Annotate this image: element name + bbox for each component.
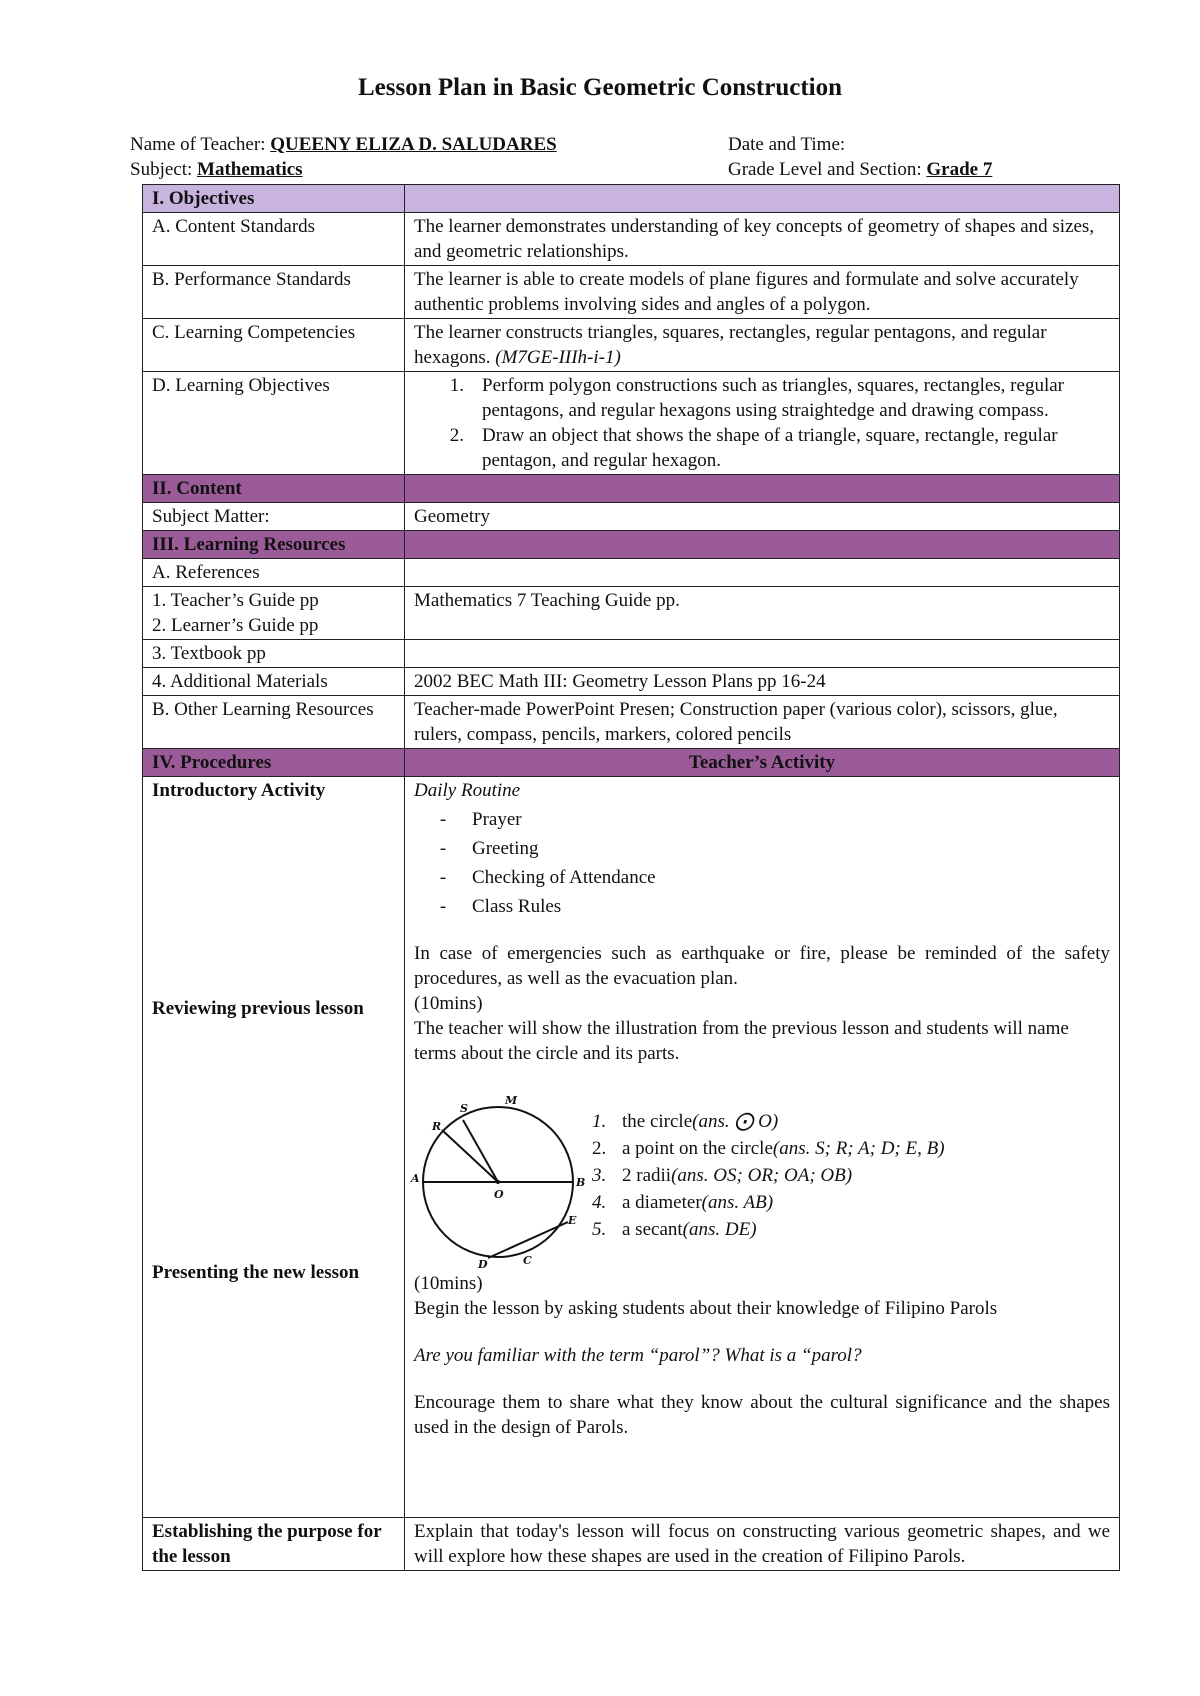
label-m: M — [505, 1094, 518, 1107]
teachers-guide-label: 1. Teacher’s Guide pp — [152, 590, 319, 611]
routine-item: Greeting — [472, 838, 539, 859]
bullet-dash: - — [439, 838, 447, 859]
teacher-name: QUEENY ELIZA D. SALUDARES — [270, 134, 557, 155]
label-e: E — [568, 1214, 577, 1227]
daily-routine-label: Daily Routine — [414, 780, 521, 801]
list-item-number: 2. — [449, 425, 464, 446]
grade-line — [728, 158, 992, 182]
radius-or — [442, 1130, 498, 1182]
content-heading-row — [143, 475, 1120, 503]
performance-standards-row — [143, 266, 1120, 319]
performance-standards-label: B. Performance Standards — [143, 266, 405, 319]
competencies-body: The learner constructs triangles, squares, rectangles, regular pentagons, and regular hexagons. — [414, 322, 1047, 368]
list-item-number: 1. — [592, 1111, 607, 1132]
textbook-row — [143, 640, 1120, 668]
activity-heading: Teacher’s Activity — [405, 749, 1120, 777]
question-text: the circle — [622, 1111, 693, 1132]
routine-list — [414, 807, 1110, 923]
answer-text: (ans. OS; OR; OA; OB) — [671, 1165, 853, 1186]
content-standards-row — [143, 213, 1120, 266]
routine-item: Checking of Attendance — [472, 867, 656, 888]
subject-label: Subject: — [130, 159, 198, 180]
present-encourage: Encourage them to share what they know about the cultural significance and the shapes used in the design of Parols. — [414, 1392, 1110, 1438]
purpose-label: Establishing the purpose for the lesson — [143, 1518, 405, 1571]
bullet-dash: - — [439, 896, 447, 917]
list-item-number: 4. — [592, 1192, 607, 1213]
bullet-dash: - — [439, 809, 447, 830]
content-heading: II. Content — [143, 475, 405, 503]
procedures-heading: IV. Procedures — [143, 749, 405, 777]
grade-label: Grade Level and Section: — [728, 159, 927, 180]
other-resources-label: B. Other Learning Resources — [143, 696, 405, 749]
present-question: Are you familiar with the term “parol”? What is a “parol? — [414, 1345, 862, 1366]
list-item — [592, 1135, 945, 1162]
review-time: (10mins) — [414, 993, 483, 1014]
list-item-number: 3. — [592, 1165, 607, 1186]
textbook-label: 3. Textbook pp — [143, 640, 405, 668]
additional-materials-label: 4. Additional Materials — [143, 668, 405, 696]
teacher-label: Name of Teacher: — [130, 134, 271, 155]
list-item — [414, 836, 1110, 865]
other-resources-value: Teacher-made PowerPoint Presen; Construction paper (various color), scissors, glue, rulers, compass, pencils, markers, colored pencils — [405, 696, 1120, 749]
radius-os — [463, 1120, 498, 1182]
list-item-number: 1. — [449, 375, 464, 396]
label-o: O — [494, 1188, 504, 1201]
resources-heading-row — [143, 531, 1120, 559]
references-label: A. References — [143, 559, 405, 587]
guides-value: Mathematics 7 Teaching Guide pp. — [405, 587, 1120, 640]
label-d: D — [478, 1258, 488, 1270]
list-item — [592, 1216, 945, 1243]
list-item — [414, 865, 1110, 894]
circle-questions-list — [592, 1108, 945, 1243]
subject-line — [130, 158, 303, 182]
subject-matter-row — [143, 503, 1120, 531]
emergency-note: In case of emergencies such as earthquake or fire, please be reminded of the safety procedures, as well as the evacuation plan. — [414, 943, 1110, 989]
list-item-number: 5. — [592, 1219, 607, 1240]
list-item — [414, 807, 1110, 836]
list-item-number: 2. — [592, 1138, 607, 1159]
center-point — [496, 1180, 500, 1184]
reviewing-label: Reviewing previous lesson — [152, 998, 364, 1019]
teacher-line — [130, 133, 557, 157]
list-item-text: Perform polygon constructions such as triangles, squares, rectangles, regular pentagons, and regular hexagons using straightedge and drawing compass. — [482, 375, 1064, 421]
question-text: a secant — [622, 1219, 683, 1240]
learning-objectives-row — [143, 372, 1120, 475]
procedures-heading-row — [143, 749, 1120, 777]
list-item — [592, 1189, 945, 1216]
presenting-label: Presenting the new lesson — [152, 1262, 360, 1283]
content-standards-label: A. Content Standards — [143, 213, 405, 266]
performance-standards-text: The learner is able to create models of plane figures and formulate and solve accurately authentic problems involving sides and angles of a polygon. — [405, 266, 1120, 319]
question-text: a diameter — [622, 1192, 702, 1213]
other-resources-row — [143, 696, 1120, 749]
routine-item: Prayer — [472, 809, 522, 830]
objectives-heading-row — [143, 185, 1120, 213]
question-text: a point on the circle — [622, 1138, 773, 1159]
list-item — [592, 1108, 945, 1135]
grade-value: Grade 7 — [926, 159, 993, 180]
answer-text: (ans. AB) — [701, 1192, 774, 1213]
answer-text: (ans. ⨀ O) — [692, 1111, 779, 1132]
routine-item: Class Rules — [472, 896, 562, 917]
resources-heading: III. Learning Resources — [143, 531, 405, 559]
list-item-text: Draw an object that shows the shape of a triangle, square, rectangle, regular pentagon, and regular hexagon. — [482, 425, 1058, 471]
subject-value: Mathematics — [197, 159, 303, 180]
subject-matter-label: Subject Matter: — [143, 503, 405, 531]
learning-objectives-list — [414, 373, 1110, 473]
list-item — [414, 373, 1110, 423]
present-time: (10mins) — [414, 1273, 483, 1294]
learning-objectives-label: D. Learning Objectives — [143, 372, 405, 475]
intro-activity-label: Introductory Activity — [152, 780, 326, 801]
review-text: The teacher will show the illustration from the previous lesson and students will name terms about the circle and its parts. — [414, 1018, 1069, 1064]
label-a: A — [411, 1172, 420, 1185]
label-c: C — [523, 1254, 532, 1267]
subject-matter-value: Geometry — [405, 503, 1120, 531]
lesson-plan-table — [142, 184, 1120, 1571]
label-s: S — [460, 1102, 468, 1115]
list-item — [414, 423, 1110, 473]
competencies-label: C. Learning Competencies — [143, 319, 405, 372]
date-label: Date and Time: — [728, 134, 846, 155]
purpose-text: Explain that today's lesson will focus on constructing various geometric shapes, and we will explore how these shapes are used in the creation of Filipino Parols. — [405, 1518, 1120, 1571]
list-item — [414, 894, 1110, 923]
competencies-text — [405, 319, 1120, 372]
secant-line — [488, 1222, 568, 1258]
present-text: Begin the lesson by asking students about their knowledge of Filipino Parols — [414, 1298, 998, 1319]
bullet-dash: - — [439, 867, 447, 888]
purpose-row — [143, 1518, 1120, 1571]
document-title: Lesson Plan in Basic Geometric Construction — [357, 74, 842, 101]
content-standards-text: The learner demonstrates understanding of key concepts of geometry of shapes and sizes, and geometric relationships. — [405, 213, 1120, 266]
learners-guide-label: 2. Learner’s Guide pp — [152, 615, 319, 636]
list-item — [592, 1162, 945, 1189]
label-r: R — [432, 1120, 442, 1133]
objectives-heading: I. Objectives — [143, 185, 405, 213]
competencies-row — [143, 319, 1120, 372]
question-text: 2 radii — [622, 1165, 672, 1186]
label-b: B — [576, 1176, 586, 1189]
guides-row — [143, 587, 1120, 640]
additional-materials-row — [143, 668, 1120, 696]
answer-text: (ans. DE) — [682, 1219, 757, 1240]
additional-materials-value: 2002 BEC Math III: Geometry Lesson Plans pp 16-24 — [405, 668, 1120, 696]
references-row — [143, 559, 1120, 587]
competency-code: (M7GE-IIIh-i-1) — [495, 347, 621, 368]
circle-diagram — [408, 1090, 588, 1270]
answer-text: (ans. S; R; A; D; E, B) — [772, 1138, 945, 1159]
